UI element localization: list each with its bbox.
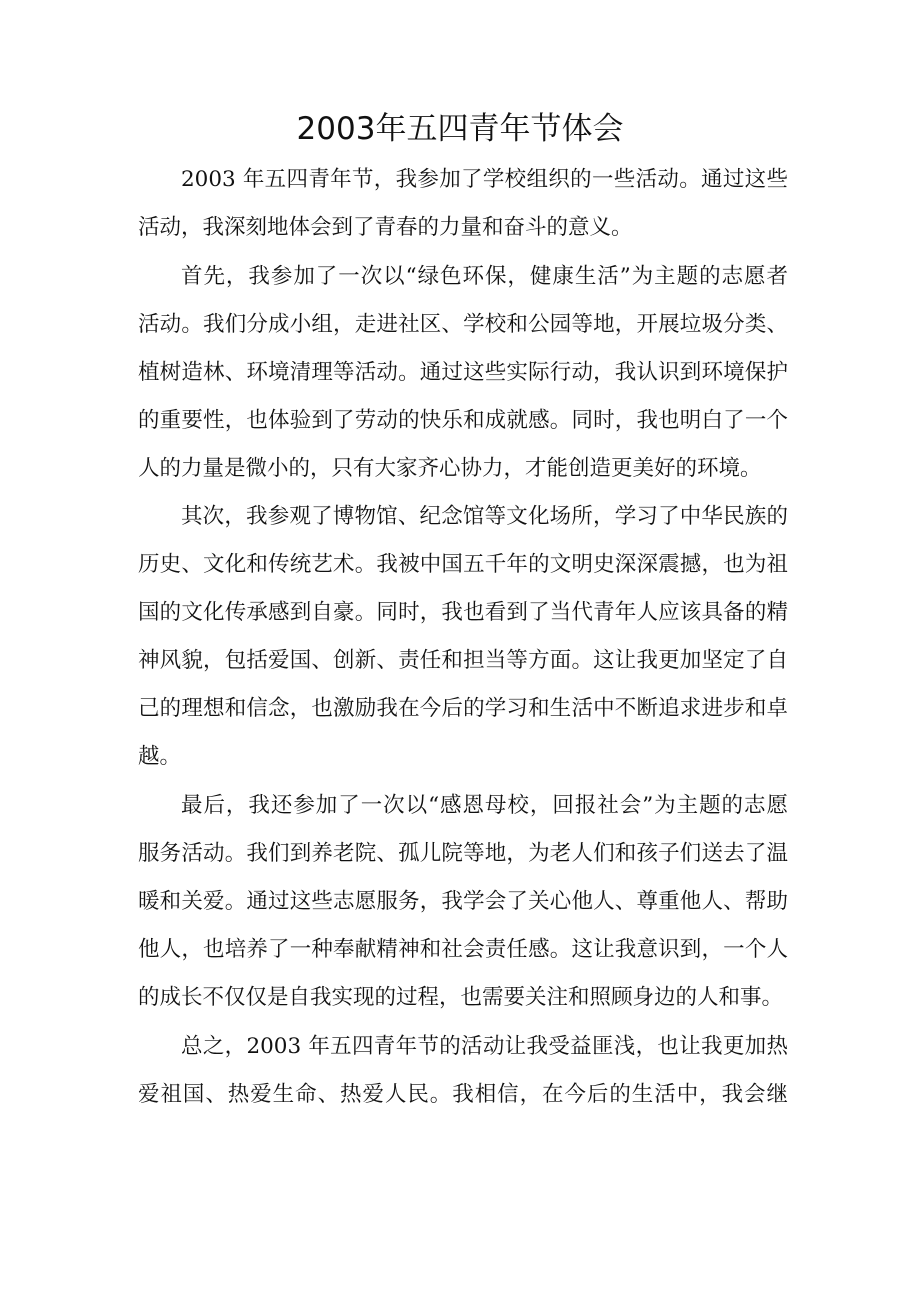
paragraph-5-line-1: 总之，2003 年五四青年节的活动让我受益匪浅，也让我更加热	[181, 1034, 788, 1059]
paragraph-1-line-1: 2003 年五四青年节，我参加了学校组织的一些活动。通过这些	[181, 167, 788, 192]
paragraph-1-line-2: 活动，我深刻地体会到了青春的力量和奋斗的意义。	[138, 215, 633, 240]
paragraph-4-line-4: 他人，也培养了一种奉献精神和社会责任感。这让我意识到，一个人	[138, 937, 788, 962]
paragraph-3-line-2: 历史、文化和传统艺术。我被中国五千年的文明史深深震撼，也为祖	[138, 552, 788, 577]
paragraph-2-line-3: 植树造林、环境清理等活动。通过这些实际行动，我认识到环境保护	[138, 360, 788, 385]
paragraph-3-line-4: 神风貌，包括爱国、创新、责任和担当等方面。这让我更加坚定了自	[138, 648, 788, 673]
paragraph-3-line-6: 越。	[138, 744, 182, 769]
paragraph-5-line-2: 爱祖国、热爱生命、热爱人民。我相信，在今后的生活中，我会继	[138, 1082, 788, 1107]
paragraph-2-line-5: 人的力量是微小的，只有大家齐心协力，才能创造更美好的环境。	[138, 456, 762, 481]
paragraph-2-line-1: 首先，我参加了一次以“绿色环保，健康生活”为主题的志愿者	[181, 264, 788, 289]
paragraph-4-line-5: 的成长不仅仅是自我实现的过程，也需要关注和照顾身边的人和事。	[138, 985, 784, 1010]
paragraph-4-line-2: 服务活动。我们到养老院、孤儿院等地，为老人们和孩子们送去了温	[138, 841, 788, 866]
paragraph-4-line-1: 最后，我还参加了一次以“感恩母校，回报社会”为主题的志愿	[181, 793, 788, 818]
paragraph-4-line-3: 暖和关爱。通过这些志愿服务，我学会了关心他人、尊重他人、帮助	[138, 889, 788, 914]
paragraph-2-line-2: 活动。我们分成小组，走进社区、学校和公园等地，开展垃圾分类、	[138, 312, 788, 337]
document-title: 2003年五四青年节体会	[296, 111, 624, 147]
paragraph-3-line-3: 国的文化传承感到自豪。同时，我也看到了当代青年人应该具备的精	[138, 600, 788, 625]
paragraph-3-line-5: 己的理想和信念，也激励我在今后的学习和生活中不断追求进步和卓	[138, 696, 788, 721]
paragraph-3-line-1: 其次，我参观了博物馆、纪念馆等文化场所，学习了中华民族的	[181, 504, 788, 529]
paragraph-2-line-4: 的重要性，也体验到了劳动的快乐和成就感。同时，我也明白了一个	[138, 408, 788, 433]
